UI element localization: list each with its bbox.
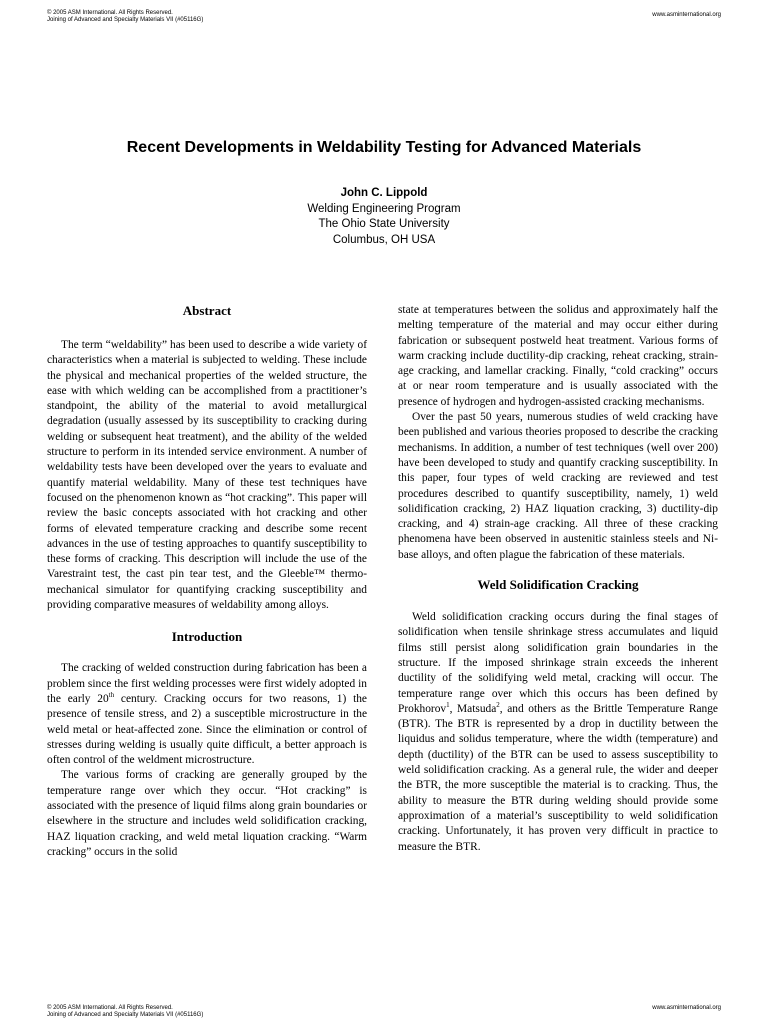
- author-name: John C. Lippold: [340, 187, 428, 199]
- footer-website[interactable]: www.asminternational.org: [652, 1005, 721, 1011]
- introduction-paragraph-continued: state at temperatures between the solidus and approximately half the melting temperature of the material and may occur either during fabrication or subsequent postweld heat treatment. Various forms of warm cracking include ductility-dip cracking, reheat cracking, strain-age cracking, and lamellar cracking. Finally, “cold cracking” occurs at or near room temperature and is usually associated with the presence of hydrogen and hydrogen-assisted cracking mechanisms.: [398, 304, 718, 408]
- introduction-heading: Introduction: [171, 629, 243, 645]
- page-header-left: [47, 10, 203, 24]
- author-block: [0, 186, 768, 248]
- left-column: [47, 303, 367, 860]
- affiliation-line: Welding Engineering Program: [307, 202, 461, 215]
- affiliation-line: Columbus, OH USA: [332, 233, 436, 246]
- abstract-text: The term “weldability” has been used to describe a wide variety of characteristics when a material is subjected to welding. These include the physical and mechanical properties of the welded structure, the ease with which welding can be accomplished from a practitioner’s standpoint, the ability of the material to avoid metallurgical degradation (usually assessed by its susceptibility to cracking during welding or subsequent heat treatment), and the ability of the welded structure to perform in its intended service environment. A number of weldability tests have been developed over the years to evaluate and quantify material weldability. Many of these test techniques have focused on the phenomenon known as “hot cracking”. This paper will review the basic concepts associated with hot cracking and other forms of elevated temperature cracking and describe some recent advances in the use of testing approaches to quantify susceptibility to these forms of cracking. This description will include the use of the Varestraint test, the cast pin tear test, and the Gleeble™ thermo-mechanical simulator for quantifying cracking susceptibility and providing comparative measures of weldability among alloys.: [47, 339, 367, 612]
- right-column: [398, 303, 718, 855]
- abstract-heading: Abstract: [182, 303, 232, 318]
- footer-source: Joining of Advanced and Specialty Materials VII (#05116G): [47, 1012, 204, 1018]
- affiliation-line: The Ohio State University: [318, 218, 450, 230]
- solidification-heading: Weld Solidification Cracking: [477, 577, 639, 593]
- paper-title: Recent Developments in Weldability Testing for Advanced Materials: [126, 139, 642, 156]
- header-source: Joining of Advanced and Specialty Materials VII (#05116G): [47, 17, 204, 23]
- footer-copyright: © 2005 ASM International. All Rights Reserved.: [47, 1005, 173, 1011]
- solidification-paragraph: Weld solidification cracking occurs during the final stages of solidification when tensile shrinkage stress accumulates and liquid films still persist along solidification grain boundaries in the structure. If the imposed shrinkage strain exceeds the inherent ductility of the solidifying weld metal, cracking will occur. The temperature range over which this occurs has been defined by Prokhorov$^1$, Matsuda$^2$, and others as the Brittle Temperature Range (BTR). The BTR is represented by a drop in ductility between the liquidus and solidus temperature, where the width (temperature) and depth (ductility) of the BTR can be used to assess susceptibility to weld solidification cracking. As a general rule, the wider and deeper the BTR, the more susceptible the material is to cracking. Thus, the ability to measure the BTR during welding should provide some approximation of a material’s susceptibility to weld solidification cracking. Unfortunately, it has proven very difficult in practice to measure the BTR.: [398, 611, 718, 853]
- introduction-paragraph: The cracking of welded construction during fabrication has been a problem since the first welding processes were first widely adopted in the early 20th century. Cracking occurs for two reasons, 1) the presence of tensile stress, and 2) a susceptible microstructure in the weld metal or heat-affected zone. Since the elimination or control of stresses during welding is usually quite difficult, a better approach is often control of the weldment microstructure.: [47, 662, 367, 767]
- page-footer-left: [47, 1005, 203, 1019]
- header-website[interactable]: www.asminternational.org: [652, 12, 721, 18]
- introduction-paragraph: Over the past 50 years, numerous studies of weld cracking have been published and various theories proposed to describe the cracking mechanisms. In addition, a number of test techniques (well over 200) have been developed to study and quantify cracking susceptibility. In this paper, four types of weld cracking are reviewed and test procedures described to quantify susceptibility, namely, 1) weld solidification cracking, 2) HAZ liquation cracking, 3) ductility-dip cracking, and 4) strain-age cracking. All three of these cracking phenomena have been observed in austenitic stainless steels and Ni-base alloys, and often plague the fabrication of these materials.: [398, 411, 718, 561]
- introduction-paragraph: The various forms of cracking are generally grouped by the temperature range over which they occur. “Hot cracking” is associated with the presence of liquid films along grain boundaries or elsewhere in the structure and includes weld solidification cracking, HAZ liquation cracking, and weld metal liquation cracking. “Warm cracking” occurs in the solid: [47, 769, 367, 858]
- header-copyright: © 2005 ASM International. All Rights Reserved.: [47, 10, 173, 16]
